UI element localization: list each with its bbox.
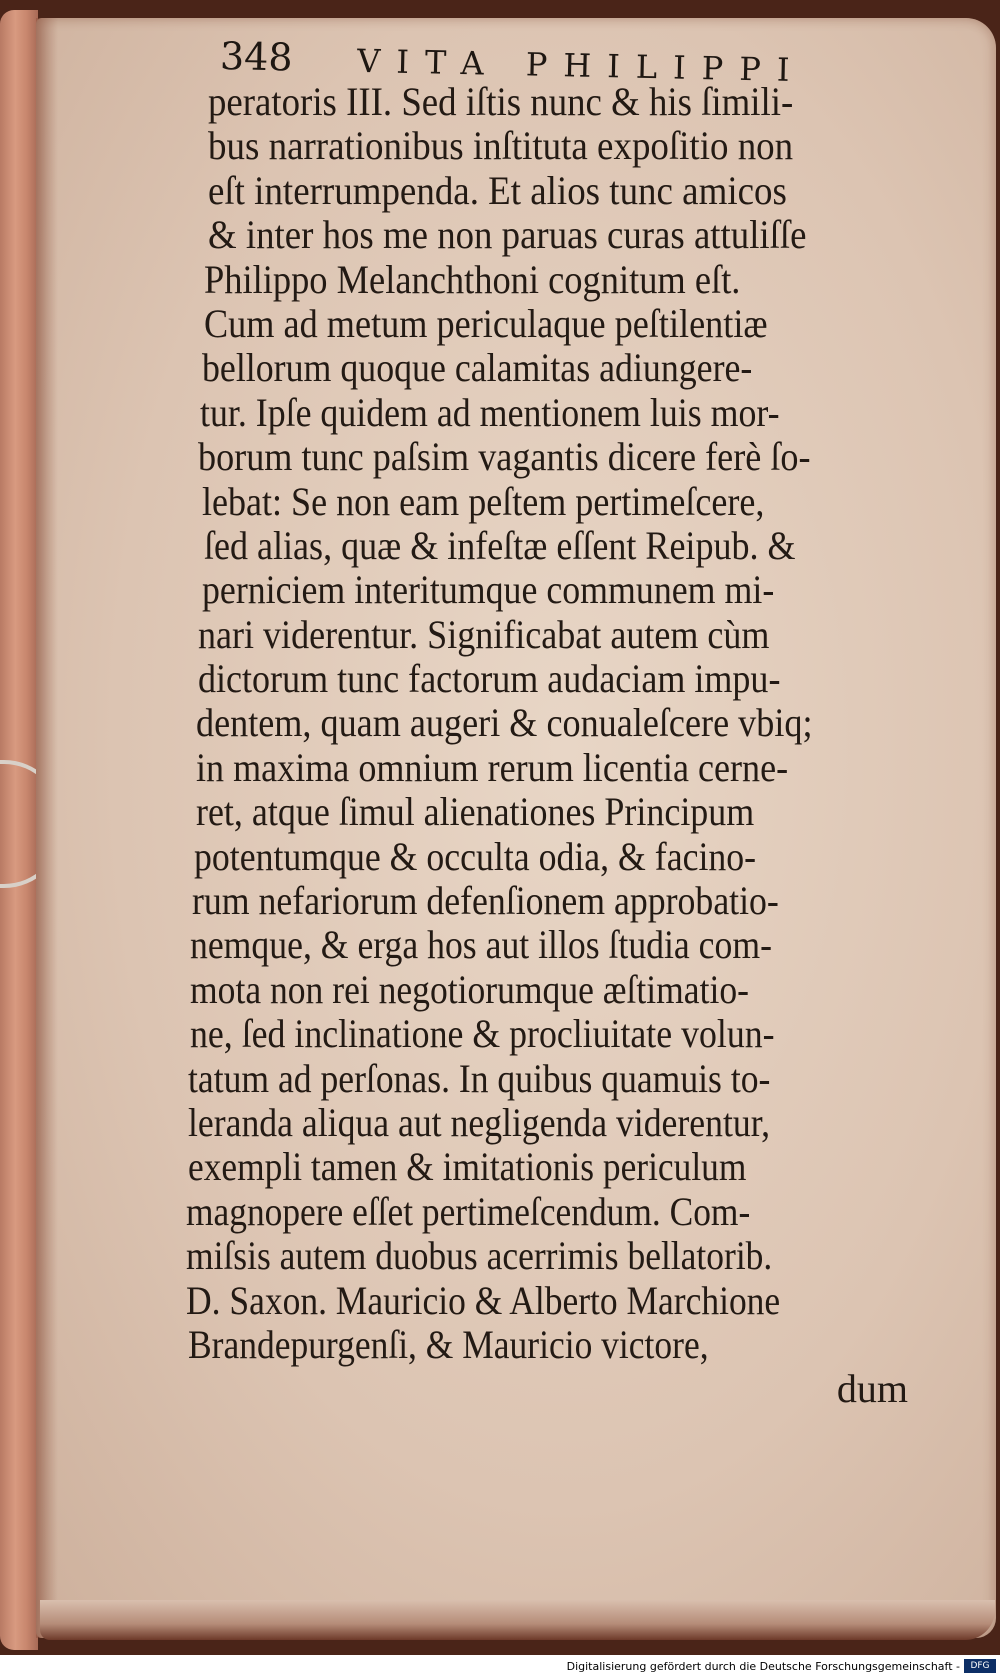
text-block	[186, 79, 968, 1412]
text-line: ne, ſed inclinatione & procliuitate volun-	[190, 1011, 775, 1057]
catchword: dum	[836, 1366, 908, 1412]
text-line: D. Saxon. Mauricio & Alberto Marchione	[186, 1277, 781, 1323]
dfg-logo: DFG	[964, 1659, 996, 1673]
text-line: leranda aliqua aut negligenda viderentur,	[188, 1099, 771, 1145]
text-line: ſed alias, quæ & infeſtæ eſſent Reipub. &	[204, 522, 796, 568]
text-line: eſt interrumpenda. Et alios tunc amicos	[208, 167, 787, 213]
text-line: Philippo Melanchthoni cognitum eſt.	[204, 256, 741, 302]
text-line: Cum ad metum periculaque peſtilentiæ	[204, 300, 768, 346]
text-line: dentem, quam augeri & conualeſcere vbiq;	[196, 700, 813, 746]
text-line: potentumque & occulta odia, & facino-	[194, 833, 757, 879]
text-line: & inter hos me non paruas curas attuliſſe	[208, 212, 807, 258]
text-line: tatum ad perſonas. In quibus quamuis to-	[188, 1055, 771, 1101]
text-line: dictorum tunc factorum audaciam impu-	[198, 656, 781, 702]
running-title: VITA PHILIPPI	[356, 41, 806, 90]
text-line: peratoris III. Sed iſtis nunc & his ſimili-	[208, 79, 794, 124]
text-line: exempli tamen & imitationis periculum	[188, 1144, 747, 1190]
page-number: 348	[219, 34, 293, 80]
text-line: bus narrationibus inſtituta expoſitio non	[208, 123, 794, 169]
text-line: borum tunc paſsim vagantis dicere ferè ſo-	[198, 434, 811, 480]
text-line: mota non rei negotiorumque æſtimatio-	[190, 966, 749, 1012]
text-line: magnopere eſſet pertimeſcendum. Com-	[186, 1188, 751, 1234]
text-line: tur. Ipſe quidem ad mentionem luis mor-	[200, 389, 780, 435]
text-line: Brandepurgenſi, & Mauricio victore,	[188, 1321, 709, 1367]
text-line: nari viderentur. Significabat autem cùm	[198, 611, 770, 657]
text-line: perniciem interitumque communem mi-	[202, 567, 775, 613]
text-line: rum nefariorum defenſionem approbatio-	[192, 878, 779, 924]
page-bottom-edge	[40, 1600, 995, 1640]
text-line: bellorum quoque calamitas adiungere-	[202, 345, 753, 391]
text-line: lebat: Se non eam peſtem pertimeſcere,	[202, 478, 765, 524]
text-line: miſsis autem duobus acerrimis bellatorib.	[186, 1233, 773, 1279]
gutter-shadow	[36, 18, 58, 1638]
footer-bar	[0, 1655, 1000, 1678]
funding-credit: Digitalisierung gefördert durch die Deutsche Forschungsgemeinschaft -	[566, 1660, 960, 1673]
text-line: in maxima omnium rerum licentia cerne-	[196, 744, 789, 790]
text-line: ret, atque ſimul alienationes Principum	[196, 789, 755, 835]
text-line: nemque, & erga hos aut illos ſtudia com-	[190, 922, 773, 968]
